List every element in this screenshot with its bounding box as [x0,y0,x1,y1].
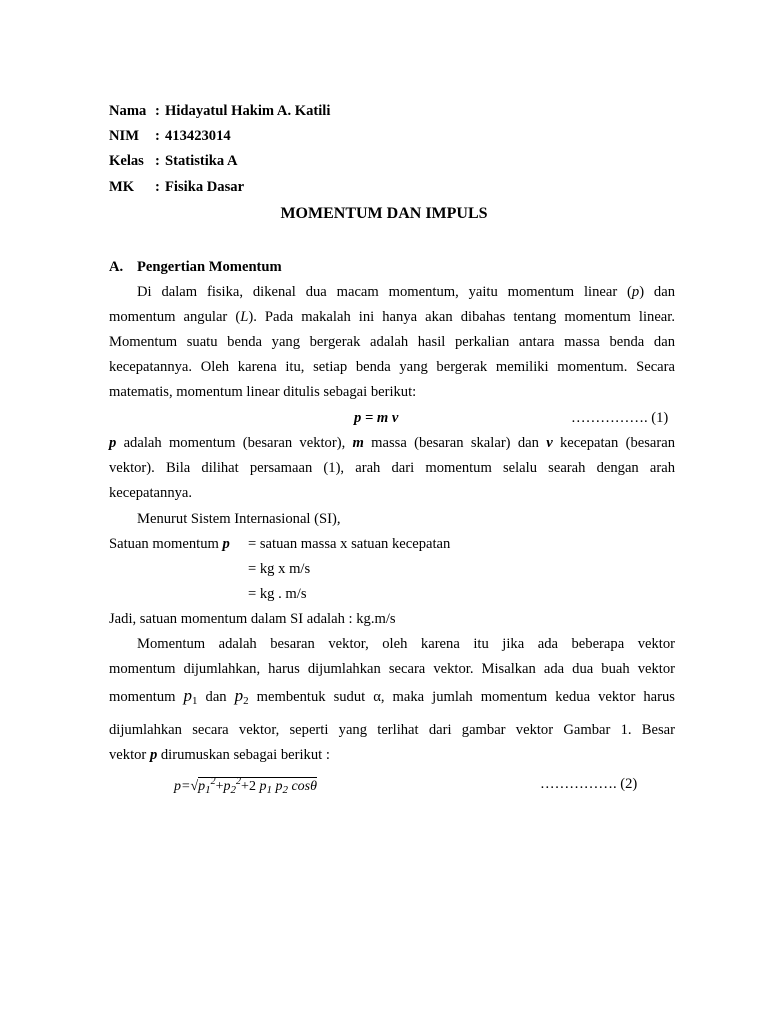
si-intro: Menurut Sistem Internasional (SI), [137,511,341,527]
eq2-sub-2b: 2 [282,784,288,796]
nim-separator: : [155,128,160,144]
para2-line1 [109,435,675,452]
text-span: ). Pada makalah ini hanya akan dibahas tentang momentum linear. [248,309,675,325]
symbol-p: p [109,435,117,451]
para2-line3: kecepatannya. [109,485,193,501]
kelas-value: Statistika A [165,153,238,169]
name-label: Nama [109,103,147,119]
nim-value: 413423014 [165,128,231,144]
eq2-sup-2: 2 [210,776,216,787]
symbol-p: p [222,536,230,552]
eq2-p1: p [198,779,206,794]
si-label [109,536,230,553]
eq2-sub-2: 2 [230,784,237,796]
eq2-plus: + [215,779,224,794]
para1-line2 [109,309,675,326]
eq2-cos: cosθ [291,779,317,794]
eq2-p2b: p [275,779,283,794]
eq2-p2: p [223,779,231,794]
si-row-2: = kg x m/s [248,561,311,577]
eq2-sup-2b: 2 [236,776,242,787]
symbol-p2: p [234,686,244,705]
para3-line3 [109,686,675,707]
text-span: Satuan momentum [109,536,223,552]
equation-1: p = m v [354,410,399,426]
equation-2-number: ……………. (2) [540,776,638,792]
eq2-two: 2 [248,779,256,794]
text-span: adalah momentum (besaran vektor), [116,435,353,451]
para3-line4: dijumlahkan secara vektor, seperti yang terlihat dari gambar vektor Gambar 1. Besar [109,722,675,738]
si-row-3: = kg . m/s [248,586,307,602]
mk-value: Fisika Dasar [165,179,245,195]
text-span: Di dalam fisika, dikenal dua macam momentum, yaitu momentum linear ( [137,284,632,300]
para1-line3: Momentum suatu benda yang bergerak adalah hasil perkalian antara massa benda dan [109,334,675,350]
text-span: ) dan [639,284,675,300]
nim-label: NIM [109,128,139,144]
mk-row [109,179,244,196]
para1-line1 [109,284,675,301]
kelas-label: Kelas [109,153,144,169]
mk-separator: : [155,179,160,195]
subscript-1: 1 [192,695,198,707]
text-span: momentum [109,689,184,705]
document-title: MOMENTUM DAN IMPULS [280,205,488,222]
symbol-p1: p [183,686,192,705]
eq2-sub-1b: 1 [266,784,272,796]
si-conclusion: Jadi, satuan momentum dalam SI adalah : kg.m/s [109,611,396,627]
eq2-plus-2: + [241,779,249,794]
text-span: membentuk sudut α, maka jumlah momentum kedua vektor harus [248,689,675,705]
para3-line1: Momentum adalah besaran vektor, oleh karena itu jika ada beberapa vektor [137,636,675,652]
eq2-lhs: p= [174,779,191,794]
section-title: Pengertian Momentum [137,259,282,275]
nim-row [109,128,231,145]
text-span: massa (besaran skalar) dan [363,435,547,451]
eq2-sub-1: 1 [205,784,211,796]
symbol-p: p [631,284,640,300]
section-heading [109,259,282,276]
symbol-p: p [149,747,158,763]
text-span: momentum angular ( [109,309,241,325]
para3-line5 [109,747,675,764]
para1-line4: kecepatannya. Oleh karena itu, setiap benda yang bergerak memiliki momentum. Secara [109,359,675,375]
symbol-v: v [546,435,553,451]
kelas-row [109,153,238,170]
para2-line2: vektor). Bila dilihat persamaan (1), arah dari momentum selalu searah dengan arah [109,460,675,476]
eq2-p1b: p [259,779,267,794]
kelas-separator: : [155,153,160,169]
section-number: A. [109,259,124,275]
symbol-m: m [352,435,364,451]
name-row [109,103,330,120]
name-value: Hidayatul Hakim A. Katili [165,103,331,119]
sqrt-sign: √ [190,779,199,794]
para3-line2: momentum dijumlahkan, harus dijumlahkan secara vektor. Misalkan ada dua buah vektor [109,661,675,677]
equation-2 [174,776,317,796]
subscript-2: 2 [243,695,249,707]
text-span: kecepatan (besaran [552,435,676,451]
text-span: dan [197,689,235,705]
text-span: vektor [109,747,150,763]
name-separator: : [155,103,160,119]
si-row-1: = satuan massa x satuan kecepatan [248,536,451,552]
equation-1-number: ……………. (1) [571,410,669,426]
para1-line5: matematis, momentum linear ditulis sebagai berikut: [109,384,417,400]
text-span: dirumuskan sebagai berikut : [157,747,330,763]
symbol-L: L [240,309,249,325]
mk-label: MK [109,179,135,195]
